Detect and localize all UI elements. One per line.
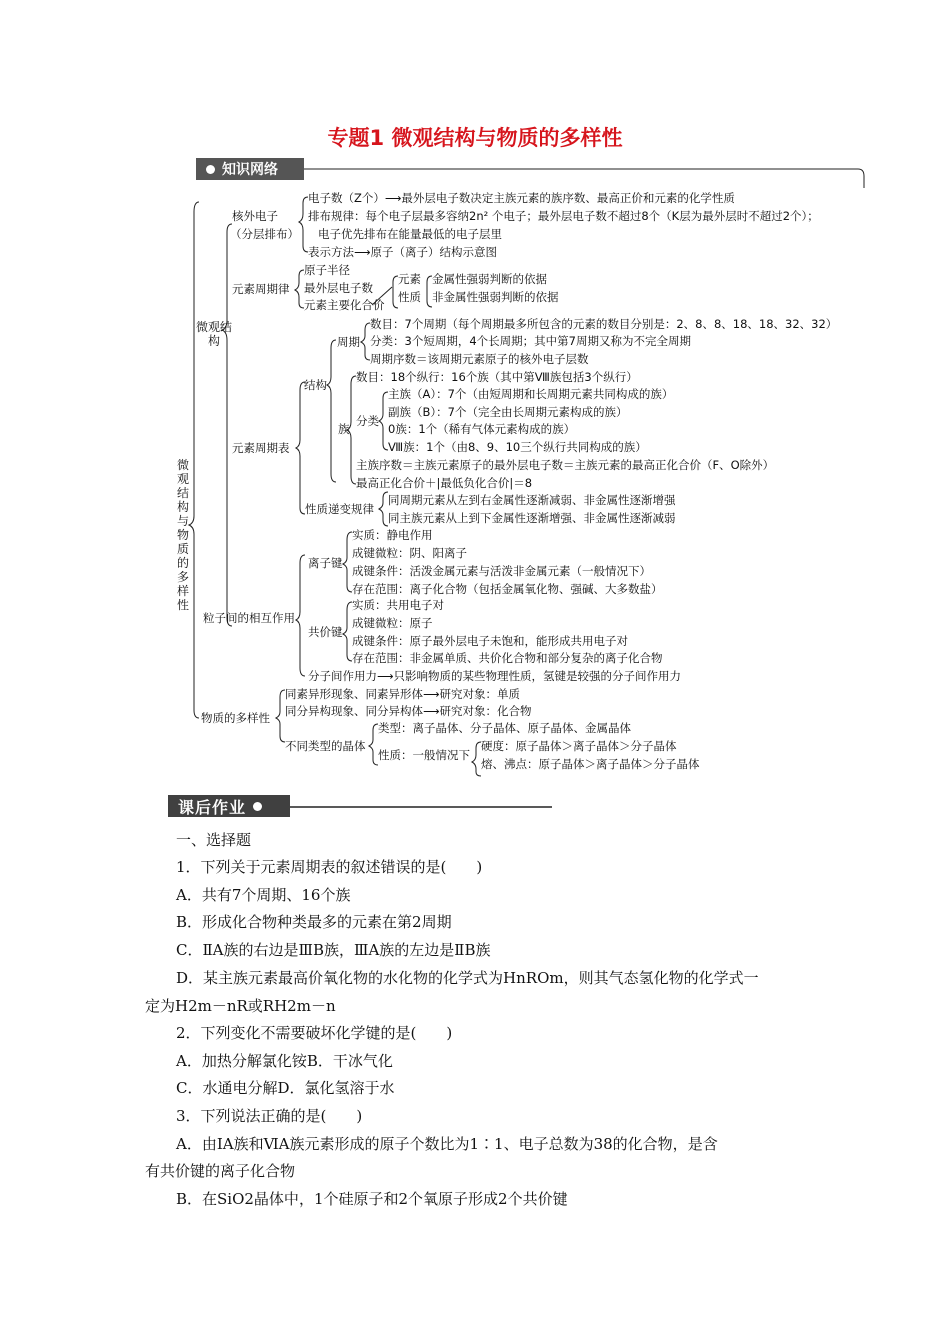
periodic-table-label: 元素周期表 [232, 441, 290, 455]
map-line: 存在范围：非金属单质、共价化合物和部分复杂的离子化合物 [352, 651, 663, 665]
covalent-bond-label: 共价键 [308, 625, 343, 639]
group-label: 族 [338, 422, 350, 436]
section-heading: 一、选择题 [176, 831, 252, 849]
map-line: 电子数（Z个）⟶最外层电子数决定主族元素的族序数、最高正价和元素的化学性质 [308, 191, 735, 205]
map-line: 原子半径 [304, 263, 350, 277]
map-line: 实质：共用电子对 [352, 598, 444, 612]
interaction-brace [296, 555, 305, 676]
map-line: 同主族元素从上到下金属性逐渐增强、非金属性逐渐减弱 [388, 511, 676, 525]
map-line: 硬度：原子晶体＞离子晶体＞分子晶体 [481, 739, 677, 753]
layered-label: （分层排布） [230, 227, 299, 241]
map-line: 数目：18个纵行：16个族（其中第Ⅷ族包括3个纵行） [356, 370, 638, 384]
option-text: D．某主族元素最高价氧化物的水化物的化学式为HnROm，则其气态氢化物的化学式一 [176, 969, 759, 987]
option-text: C．水通电分解D．氯化氢溶于水 [176, 1079, 395, 1097]
question-3: 3．下列说法正确的是( ) [176, 1107, 363, 1125]
map-line: 周期序数＝该周期元素原子的核外电子层数 [370, 352, 589, 366]
map-line: 表示方法⟶原子（离子）结构示意图 [308, 245, 497, 259]
interaction-label: 粒子间的相互作用 [203, 611, 295, 625]
map-line: 0族：1个（稀有气体元素构成的族） [388, 422, 576, 436]
periodic-table-brace [296, 382, 305, 514]
diversity-label: 物质的多样性 [201, 711, 270, 725]
map-line: 熔、沸点：原子晶体＞离子晶体＞分子晶体 [481, 757, 700, 771]
classification-brace [379, 392, 388, 450]
map-line: 副族（B）：7个（完全由长周期元素构成的族） [388, 405, 628, 419]
map-line: 性质：一般情况下 [378, 748, 470, 762]
map-line: 最外层电子数 [304, 281, 373, 295]
map-line: Ⅷ族：1个（由8、9、10三个纵行共同构成的族） [388, 440, 647, 454]
classification-label: 分类 [356, 414, 379, 428]
structure-brace [222, 224, 232, 626]
option-text: B．在SiO2晶体中，1个硅原子和2个氧原子形成2个共价键 [176, 1190, 568, 1208]
option-text: B．形成化合物种类最多的元素在第2周期 [176, 913, 452, 931]
general-brace [472, 742, 481, 776]
map-line: 主族（A）：7个（由短周期和长周期元素共同构成的族） [388, 387, 674, 401]
map-line: 元素主要化合价 [304, 298, 385, 312]
trend-brace [379, 492, 388, 526]
structure-label: 结构 [304, 378, 327, 392]
section-label: 课后作业 [178, 797, 247, 817]
period-label: 周期 [337, 335, 360, 349]
question-1: 1．下列关于元素周期表的叙述错误的是( ) [176, 858, 483, 876]
map-line: 金属性强弱判断的依据 [432, 272, 547, 286]
map-line: 同周期元素从左到右金属性逐渐减弱、非金属性逐渐增强 [388, 493, 676, 507]
period-brace [361, 323, 370, 360]
covalent-bond-brace [343, 602, 352, 661]
periodic-law-brace [295, 270, 304, 308]
map-line: 最高正化合价＋|最低负化合价|＝8 [356, 476, 533, 490]
option-text: A．共有7个周期、16个族 [176, 886, 351, 904]
ionic-bond-label: 离子键 [308, 556, 343, 570]
section-label: 知识网络 [222, 162, 278, 178]
map-line: 电子优先排布在能量最低的电子层里 [318, 227, 502, 241]
map-line: 分子间作用力⟶只影响物质的某些物理性质，氢键是较强的分子间作用力 [308, 669, 681, 683]
option-text: A．由ⅠA族和ⅥA族元素形成的原子个数比为1∶1、电子总数为38的化合物，是含 [176, 1135, 718, 1153]
map-line: 主族序数＝主族元素原子的最外层电子数＝主族元素的最高正化合价（F、O除外） [356, 458, 775, 472]
map-line: 非金属性强弱判断的依据 [432, 290, 559, 304]
option-text: 有共价键的离子化合物 [145, 1162, 296, 1180]
map-line: 排布规律：每个电子层最多容纳2n² 个电子；最外层电子数不超过8个（K层为最外层时不超过2个）； [308, 209, 819, 223]
ionic-bond-brace [343, 532, 352, 592]
option-text: A．加热分解氯化铵B．干冰气化 [176, 1052, 393, 1070]
map-line: 同分异构现象、同分异构体⟶研究对象：化合物 [285, 704, 532, 718]
map-line: 不同类型的晶体 [285, 739, 366, 753]
page-title: 专题1 微观结构与物质的多样性 [327, 126, 623, 150]
map-line: 成键条件：原子最外层电子未饱和，能形成共用电子对 [352, 634, 628, 648]
table-structure-brace [327, 340, 336, 482]
crystal-brace [369, 724, 378, 765]
diversity-brace [276, 690, 285, 742]
map-line: 存在范围：离子化合物（包括金属氧化物、强碱、大多数盐） [352, 582, 663, 596]
bullet-dot-icon [253, 802, 262, 811]
map-line: 实质：静电作用 [352, 528, 433, 542]
map-line: 成键微粒：阴、阳离子 [352, 546, 467, 560]
option-text: 定为H2m－nR或RH2m－n [145, 997, 336, 1015]
map-line: 元素 [398, 272, 421, 286]
map-line: 类型：离子晶体、分子晶体、原子晶体、金属晶体 [378, 721, 631, 735]
map-line: 同素异形现象、同素异形体⟶研究对象：单质 [285, 687, 520, 701]
map-line: 成键微粒：原子 [352, 616, 433, 630]
root-brace [189, 202, 199, 718]
header-rule-end [858, 169, 864, 188]
trend-label: 性质递变规律 [305, 502, 374, 516]
option-text: C．ⅡA族的右边是ⅢB族，ⅢA族的左边是ⅡB族 [176, 941, 491, 959]
electron-brace [299, 197, 308, 252]
periodic-law-label: 元素周期律 [232, 282, 290, 296]
section-banner-homework [168, 795, 290, 817]
map-root-label: 微观结构与物质的多样性 [176, 458, 189, 612]
map-line: 性质 [398, 290, 421, 304]
map-line: 成键条件：活泼金属元素与活泼非金属元素（一般情况下） [352, 564, 651, 578]
map-line: 数目：7个周期（每个周期最多所包含的元素的数目分别是：2、8、8、18、18、32、32） [370, 317, 838, 331]
map-line: 分类：3个短周期，4个长周期；其中第7周期又称为不完全周期 [370, 334, 691, 348]
electron-label: 核外电子 [232, 209, 278, 223]
microstructure-label: 微观结构 [196, 320, 233, 348]
question-2: 2．下列变化不需要破坏化学键的是( ) [176, 1024, 453, 1042]
